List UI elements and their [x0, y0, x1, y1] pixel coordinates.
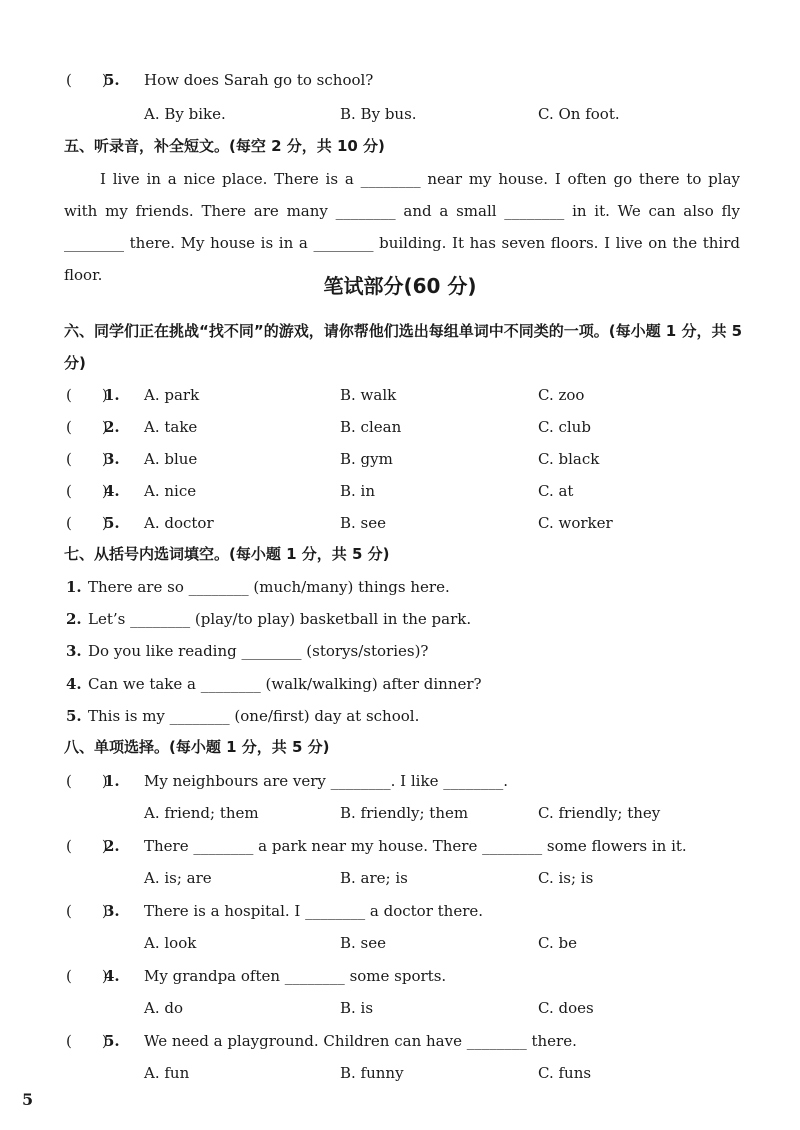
option-b: B. is	[340, 999, 374, 1017]
option-b: B. in	[340, 482, 376, 500]
question-row	[0, 479, 800, 503]
question-stem: How does Sarah go to school?	[144, 71, 374, 89]
option-b: B. see	[340, 514, 387, 532]
answer-bracket: ( )	[66, 902, 108, 920]
question-number: 3.	[104, 450, 120, 468]
option-a: A. blue	[144, 450, 198, 468]
section-header-7: 七、从括号内选词填空。(每小题 1 分，共 5 分)	[64, 545, 390, 563]
question-text: There are so ________ (much/many) things here.	[88, 578, 450, 596]
fill-item	[0, 672, 800, 696]
answer-bracket: ( )	[66, 386, 108, 404]
fill-item	[0, 704, 800, 728]
option-a: A. look	[144, 934, 197, 952]
question-number: 1.	[104, 772, 120, 790]
fill-item	[0, 639, 800, 663]
option-a: A. By bike.	[144, 105, 226, 123]
option-b: B. friendly; them	[340, 804, 469, 822]
answer-bracket: ( )	[66, 967, 108, 985]
listening-passage: I live in a nice place. There is a ________ near my house. I often go there to play with my friends. There are many ________ and a small ________ in it. We can also fly ________ there. My house is in a ________ building. It has seven floors. I live on the third floor.	[64, 170, 740, 284]
section-header-6: 六、同学们正在挑战“找不同”的游戏，请你帮他们选出每组单词中不同类的一项。(每小题 1 分，共 5 分)	[64, 322, 743, 372]
option-a: A. park	[144, 386, 200, 404]
question-number: 5.	[104, 1032, 120, 1050]
option-c: C. is; is	[538, 869, 594, 887]
option-row	[0, 996, 800, 1020]
option-row	[0, 1061, 800, 1085]
option-row	[0, 931, 800, 955]
fill-item	[0, 575, 800, 599]
question-number: 4.	[104, 482, 120, 500]
option-a: A. do	[144, 999, 184, 1017]
option-row	[0, 801, 800, 825]
option-row	[0, 866, 800, 890]
answer-bracket: ( )	[66, 482, 108, 500]
option-b: B. funny	[340, 1064, 404, 1082]
answer-bracket: ( )	[66, 1032, 108, 1050]
answer-bracket: ( )	[66, 71, 108, 89]
answer-bracket: ( )	[66, 837, 108, 855]
question-number: 1.	[66, 578, 82, 596]
question-stem: There ________ a park near my house. There ________ some flowers in it.	[144, 837, 687, 855]
option-b: B. clean	[340, 418, 402, 436]
question-row	[0, 415, 800, 439]
section-header-5: 五、听录音，补全短文。(每空 2 分，共 10 分)	[64, 137, 385, 155]
answer-bracket: ( )	[66, 514, 108, 532]
option-a: A. nice	[144, 482, 197, 500]
question-stem: There is a hospital. I ________ a doctor there.	[144, 902, 484, 920]
option-b: B. see	[340, 934, 387, 952]
question-text: Do you like reading ________ (storys/stories)?	[88, 642, 429, 660]
option-b: B. By bus.	[340, 105, 417, 123]
answer-bracket: ( )	[66, 418, 108, 436]
question-number: 4.	[104, 967, 120, 985]
option-c: C. friendly; they	[538, 804, 661, 822]
option-c: C. worker	[538, 514, 613, 532]
option-a: A. friend; them	[144, 804, 259, 822]
option-c: C. black	[538, 450, 600, 468]
question-stem: My grandpa often ________ some sports.	[144, 967, 447, 985]
question-row	[0, 1029, 800, 1053]
question-row	[0, 769, 800, 793]
question-number: 2.	[104, 837, 120, 855]
answer-bracket: ( )	[66, 450, 108, 468]
option-b: B. walk	[340, 386, 397, 404]
question-row	[0, 899, 800, 923]
option-c: C. funs	[538, 1064, 592, 1082]
option-b: B. gym	[340, 450, 393, 468]
question-text: This is my ________ (one/first) day at school.	[88, 707, 420, 725]
question-number: 5.	[104, 514, 120, 532]
option-row	[0, 102, 800, 126]
question-row	[0, 68, 800, 92]
option-c: C. be	[538, 934, 577, 952]
question-text: Can we take a ________ (walk/walking) after dinner?	[88, 675, 482, 693]
option-c: C. zoo	[538, 386, 585, 404]
page-number: 5	[22, 1090, 34, 1109]
answer-bracket: ( )	[66, 772, 108, 790]
option-c: C. On foot.	[538, 105, 620, 123]
option-c: C. club	[538, 418, 591, 436]
question-number: 2.	[66, 610, 82, 628]
option-a: A. is; are	[144, 869, 212, 887]
question-number: 5.	[66, 707, 82, 725]
question-number: 5.	[104, 71, 120, 89]
question-number: 4.	[66, 675, 82, 693]
option-a: A. fun	[144, 1064, 190, 1082]
written-part-title: 笔试部分(60 分)	[323, 274, 477, 298]
option-a: A. doctor	[144, 514, 214, 532]
question-row	[0, 447, 800, 471]
question-stem: My neighbours are very ________. I like ________.	[144, 772, 508, 790]
option-a: A. take	[144, 418, 198, 436]
question-number: 3.	[66, 642, 82, 660]
question-row	[0, 383, 800, 407]
question-row	[0, 834, 800, 858]
option-c: C. does	[538, 999, 594, 1017]
question-text: Let’s ________ (play/to play) basketball in the park.	[88, 610, 472, 628]
section-header-8: 八、单项选择。(每小题 1 分，共 5 分)	[64, 738, 330, 756]
option-c: C. at	[538, 482, 574, 500]
question-row	[0, 511, 800, 535]
option-b: B. are; is	[340, 869, 408, 887]
question-number: 1.	[104, 386, 120, 404]
fill-item	[0, 607, 800, 631]
question-number: 2.	[104, 418, 120, 436]
question-number: 3.	[104, 902, 120, 920]
question-row	[0, 964, 800, 988]
question-stem: We need a playground. Children can have ________ there.	[144, 1032, 577, 1050]
